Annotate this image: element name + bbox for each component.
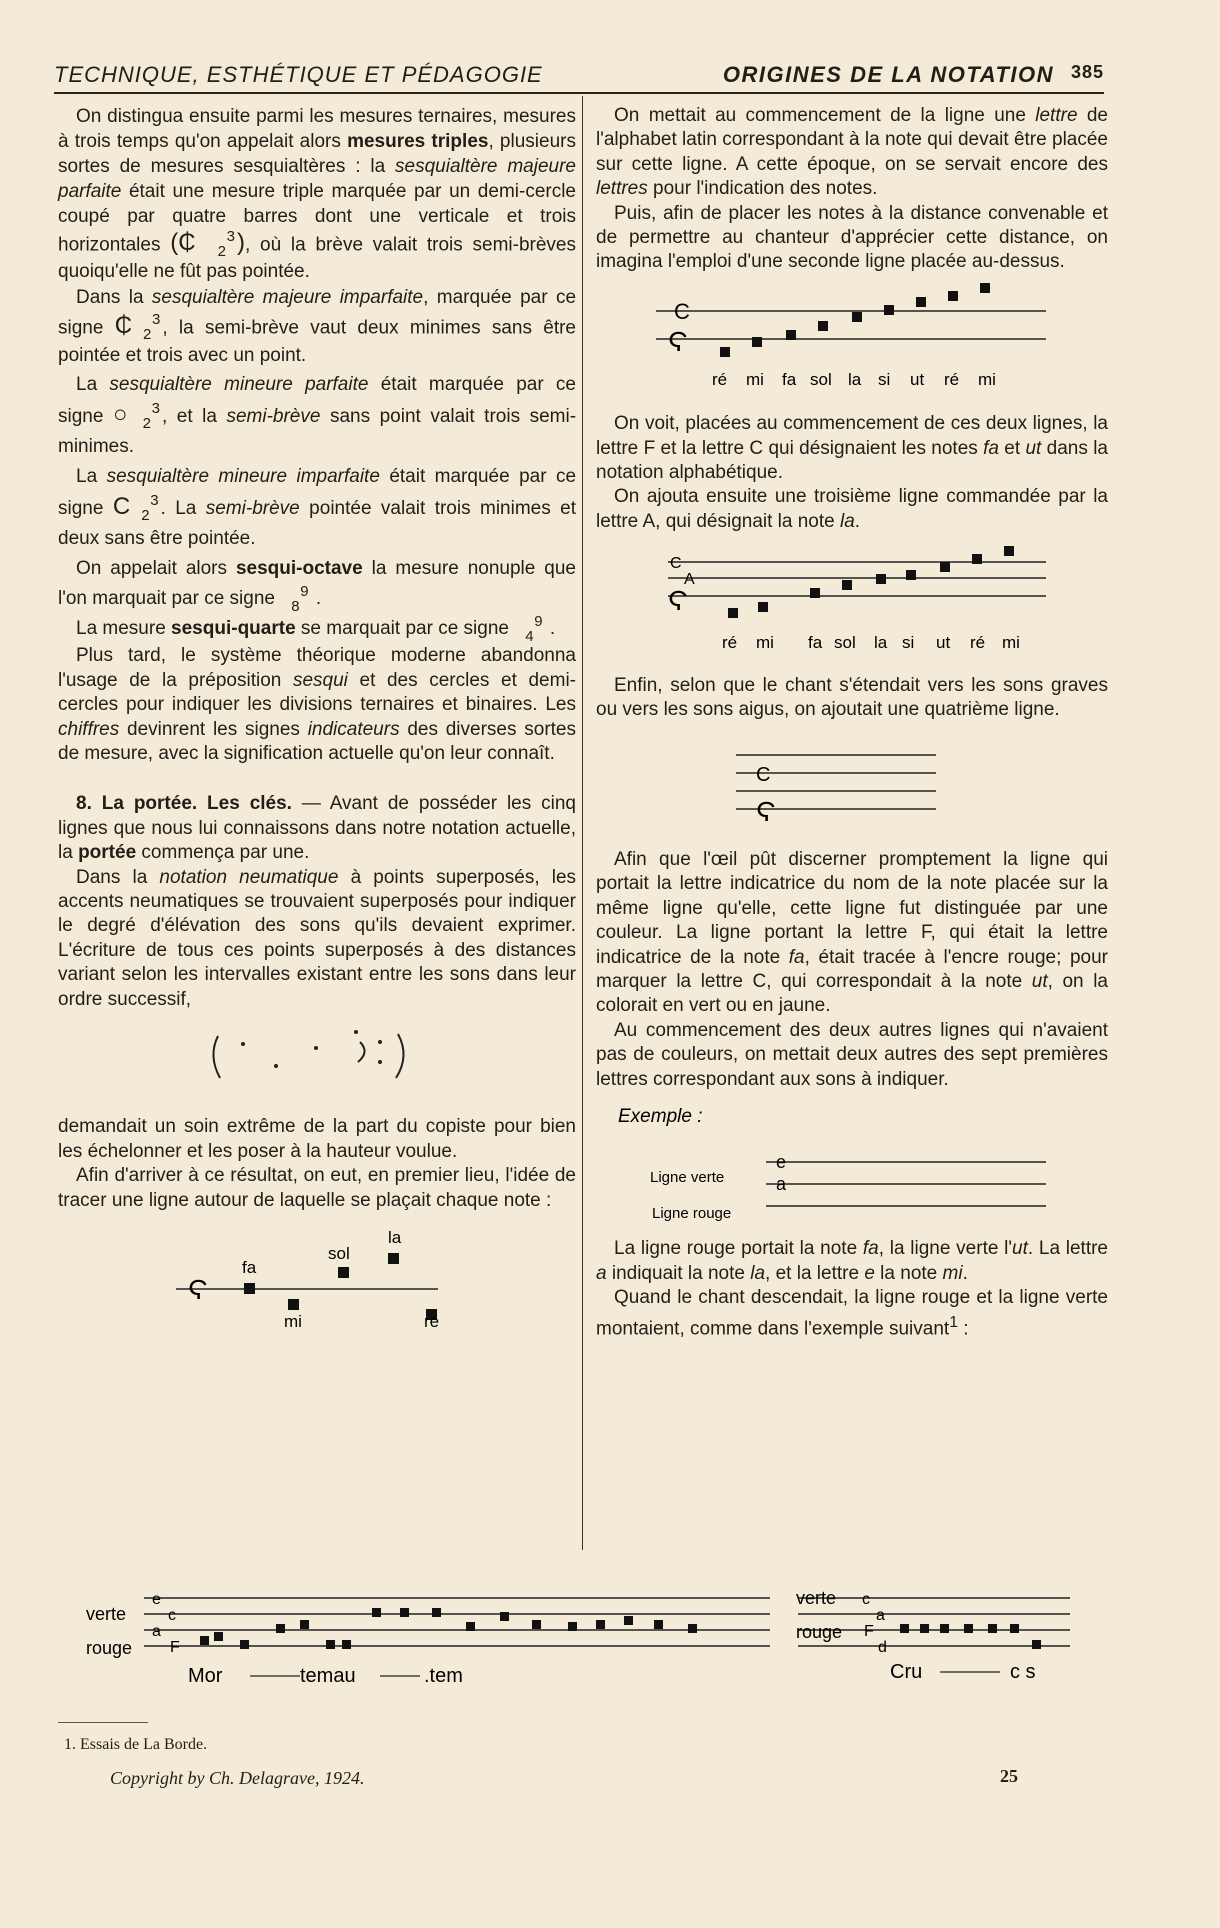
rouge-label: rouge xyxy=(796,1622,843,1642)
note-label: ut xyxy=(936,633,951,653)
paragraph: Puis, afin de placer les notes à la distance convenable et de permettre au chanteur d'apprécier cette distance, on imagina l'emploi d'une seconde ligne placée au-dessus. xyxy=(596,202,1108,273)
rouge-label: rouge xyxy=(86,1638,133,1658)
svg-text:c: c xyxy=(862,1591,870,1608)
three-line-staff-figure xyxy=(596,540,1108,667)
svg-text:C: C xyxy=(756,763,771,786)
note-label: mi xyxy=(756,633,774,653)
note-label: sol xyxy=(328,1244,350,1264)
neume-dots-figure xyxy=(58,1018,576,1109)
note-label: fa xyxy=(242,1258,257,1278)
svg-text:C: C xyxy=(670,555,682,573)
paragraph: La sesquialtère mineure imparfaite était marquée par ce signe C 3 2 . La semi-brève pointée valait trois minimes et deux sans être pointée. xyxy=(58,466,577,550)
note-label: ré xyxy=(970,633,986,653)
paragraph: On voit, placées au commencement de ces deux lignes, la lettre F et la lettre C qui désignaient les notes fa et ut dans la notation alphabétique. xyxy=(596,413,1109,484)
paragraph: Au commencement des deux autres lignes qui n'avaient pas de couleurs, on mettait deux autres des sept premières lettres correspondant aux sons à indiquer. xyxy=(596,1019,1108,1090)
note-label: la xyxy=(848,369,862,389)
svg-text:Ϛ: Ϛ xyxy=(756,795,777,827)
one-line-staff-figure xyxy=(58,1219,576,1336)
note-label: ré xyxy=(712,369,728,389)
footnote-rule xyxy=(58,1722,148,1723)
signature-number: 25 xyxy=(1000,1766,1018,1786)
paragraph: Dans la notation neumatique à points superposés, les accents neumatiques se trouvaient superposés pour indiquer le degré d'élévation des sons qu'ils devaient exprimer. L'écriture de tous ces points superposés à des distances variant selon les intervalles existant entre les sons dans leur ordre successif, xyxy=(58,866,577,1010)
svg-text:d: d xyxy=(878,1639,887,1656)
note-label: si xyxy=(878,369,891,389)
sign-nine-four: 9 4 xyxy=(525,613,543,646)
four-line-staff-figure xyxy=(596,729,1108,842)
svg-text:Ϛ: Ϛ xyxy=(668,325,689,357)
footnote: 1. Essais de La Borde. xyxy=(64,1736,208,1753)
paragraph: On ajouta ensuite une troisième ligne commandée par la lettre A, qui désignait la note la. xyxy=(596,486,1108,532)
note-label: ré xyxy=(424,1312,440,1330)
paragraph: Enfin, selon que le chant s'étendait vers les sons graves ou vers les sons aigus, on ajoutait une quatrième ligne. xyxy=(596,674,1108,721)
svg-text:e: e xyxy=(776,1151,787,1172)
melody-notes-right xyxy=(900,1624,1041,1649)
svg-text:c: c xyxy=(168,1607,176,1624)
copyright: Copyright by Ch. Delagrave, 1924. xyxy=(110,1768,365,1788)
sign-c-barred: ₵ 3 2 xyxy=(114,311,161,343)
section-title: 8. La portée. Les clés. xyxy=(76,793,292,815)
lyric: Cru xyxy=(890,1661,923,1683)
note-label: sol xyxy=(810,369,832,389)
paragraph: La ligne rouge portait la note fa, la ligne verte l'ut. La lettre a indiquait la note la, et la lettre e la note mi. xyxy=(596,1238,1109,1284)
paragraph: Dans la sesquialtère majeure imparfaite, marquée par ce signe ₵ 3 2 , la semi-brève vaut deux minimes sans être pointée et trois avec un point. xyxy=(58,287,577,367)
note-label: mi xyxy=(978,369,996,389)
colored-lines-example xyxy=(596,1098,1108,1231)
svg-text:Ϛ: Ϛ xyxy=(668,585,689,617)
paragraph: Afin d'arriver à ce résultat, on eut, en premier lieu, l'idée de tracer une ligne autour de laquelle se plaçait chaque note : xyxy=(58,1165,576,1211)
note-label: mi xyxy=(746,369,764,389)
header-left: TECHNIQUE, ESTHÉTIQUE ET PÉDAGOGIE xyxy=(54,62,543,87)
paragraph: Quand le chant descendait, la ligne rouge et la ligne verte montaient, comme dans l'exemple suivant$^1$ : xyxy=(596,1287,1108,1339)
sign-c-barred: (₵ 3 2 ) xyxy=(170,228,246,260)
sign-half-circle: C 3 2 xyxy=(112,492,159,524)
paragraph: La sesquialtère mineure parfaite était marquée par ce signe ○ 3 2 , et la semi-brève sans point valait trois semi-minimes. xyxy=(58,374,577,458)
note-label: mi xyxy=(284,1312,302,1330)
paragraph: On appelait alors sesqui-octave la mesure nonuple que l'on marquait par ce signe 9 8 . xyxy=(58,558,576,616)
note-label: la xyxy=(388,1228,402,1248)
note-label: la xyxy=(874,633,888,653)
lyric: Mor xyxy=(188,1665,223,1687)
note-label: ré xyxy=(944,369,960,389)
lyric: .tem xyxy=(424,1665,463,1687)
note-label: mi xyxy=(1002,633,1020,653)
svg-text:F: F xyxy=(864,1623,874,1640)
sign-nine-eight: 9 8 xyxy=(291,583,309,616)
svg-text:C: C xyxy=(674,298,690,324)
left-column xyxy=(58,104,576,1343)
paragraph: demandait un soin extrême de la part du copiste pour bien les échelonner et les poser à la hauteur voulue. xyxy=(58,1116,576,1162)
svg-text:a: a xyxy=(876,1607,885,1624)
red-line-label: Ligne rouge xyxy=(652,1204,732,1222)
paragraph: On distingua ensuite parmi les mesures ternaires, mesures à trois temps qu'on appelait alors mesures triples, plusieurs sortes de mesures sesquialtères : la sesquialtère majeure parfaite était une mesure triple marquée par un demi-cercle coupé par quatre barres dont une verticale et trois horizontales (₵ 3 2 ), où la brève valait trois semi-brèves quoiqu'elle ne fût pas pointée. xyxy=(58,106,577,282)
svg-text:Ϛ: Ϛ xyxy=(188,1274,209,1306)
column-divider xyxy=(582,96,583,1550)
right-column xyxy=(596,104,1108,1341)
header-right: ORIGINES DE LA NOTATION xyxy=(722,62,1054,87)
svg-text:A: A xyxy=(684,571,695,589)
paragraph: On mettait au commencement de la ligne une lettre de l'alphabet latin correspondant à la note qui devait être placée sur cette ligne. A cette époque, on se servait encore des lettres pour l'indication des notes. xyxy=(596,105,1109,200)
running-header xyxy=(54,62,1104,94)
note-label: ré xyxy=(722,633,738,653)
note-label: si xyxy=(902,633,915,653)
melody-example xyxy=(80,1578,1100,1703)
paragraph: Afin que l'œil pût discerner promptement la ligne qui portait la lettre indicatrice du nom de la note placée sur la même ligne qu'elle, cette ligne fut distinguée par une couleur. La ligne portant la lettre F, qui était la lettre indicatrice de la note fa, était tracée à l'encre rouge; pour marquer la lettre C, qui correspondait à la note ut, on la colorait en vert ou en jaune. xyxy=(596,848,1108,1017)
svg-text:a: a xyxy=(152,1623,161,1640)
sign-circle: ○ 3 2 xyxy=(112,400,161,432)
two-line-staff-figure xyxy=(596,281,1108,406)
lyric: c s xyxy=(1010,1661,1036,1683)
example-label: Exemple : xyxy=(618,1105,703,1127)
note-label: sol xyxy=(834,633,856,653)
footnote-ref: 1 xyxy=(949,1313,959,1331)
note-label: fa xyxy=(808,633,823,653)
green-line-label: Ligne verte xyxy=(650,1168,725,1186)
verte-label: verte xyxy=(796,1588,837,1608)
verte-label: verte xyxy=(86,1604,127,1624)
svg-text:F: F xyxy=(170,1639,180,1656)
page-number: 385 xyxy=(1070,62,1104,82)
note-label: fa xyxy=(782,369,797,389)
lyric: temau xyxy=(300,1665,356,1687)
paragraph: Plus tard, le système théorique moderne abandonna l'usage de la préposition sesqui et des cercles et demi-cercles pour indiquer les divisions ternaires et binaires. Les chiffres devinrent les signes indicateurs des diverses sortes de mesure, avec la signification actuelle qu'on leur connaît. xyxy=(58,645,576,764)
section-8: 8. La portée. Les clés. — Avant de posséder les cinq lignes que nous lui connaissons dans notre notation actuelle, la portée commença par une. xyxy=(58,793,576,864)
svg-text:e: e xyxy=(152,1591,161,1608)
note-label: ut xyxy=(910,369,925,389)
paragraph: La mesure sesqui-quarte se marquait par ce signe 9 4 . xyxy=(76,613,556,646)
svg-text:a: a xyxy=(776,1173,787,1194)
